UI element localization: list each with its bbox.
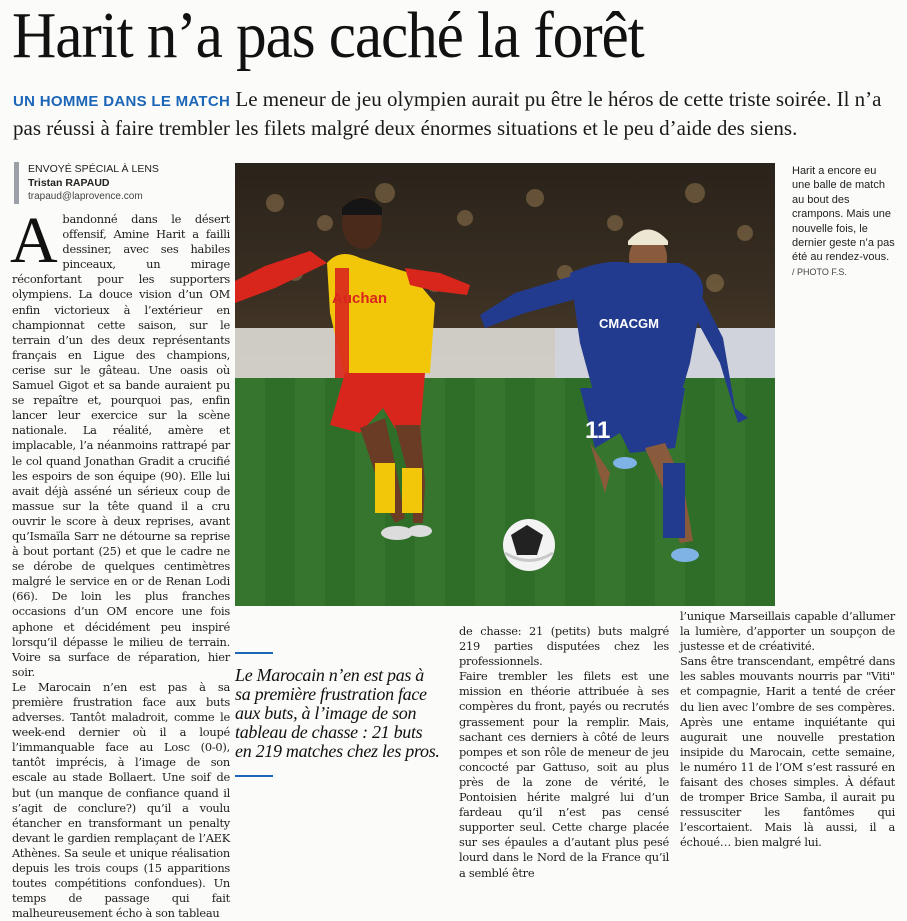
- byline-email[interactable]: trapaud@laprovence.com: [28, 191, 143, 202]
- byline-role: ENVOYÉ SPÉCIAL À LENS: [28, 163, 159, 175]
- kicker: UN HOMME DANS LE MATCH: [13, 93, 231, 110]
- pull-quote-text: Le Marocain n’en est pas à sa première frustration face aux buts, à l’image de son tableau de chasse : 21 buts en 219 matches chez les pros.: [235, 665, 440, 761]
- byline-author: Tristan RAPAUD: [28, 177, 110, 189]
- article-column-1: [10, 204, 230, 921]
- photo-caption: [792, 164, 897, 279]
- article-column-2: [459, 624, 669, 881]
- caption-text: Harit a encore eu une balle de match au bout des crampons. Mais une nouvelle fois, le dernier geste n’a pas été au rendez-vous.: [792, 165, 895, 264]
- article-paragraph: de chasse: 21 (petits) buts malgré 219 parties disputées chez les professionnels.: [459, 624, 669, 669]
- article-paragraph: Sans être transcendant, empêtré dans les sables mouvants nourris par "Viti" et compagnie, Harit a tenté de créer du lien avec l’ombre de ses compères. Après une entame inquiétante qui augurait une nouvelle prestation insipide du Marocain, cette semaine, le numéro 11 de l’OM s’est rassuré en faisant des choses simples. À défaut de tromper Brice Samba, il aurait pu ressusciter les fantômes qui l’escortaient. Mais là aussi, il a échoué… bien malgré lui.: [680, 654, 895, 850]
- article-paragraph: [10, 204, 230, 680]
- article-column-3: [680, 609, 895, 851]
- pull-quote: [235, 652, 440, 777]
- photo-credit: / PHOTO F.S.: [792, 266, 847, 277]
- standfirst-text: Le meneur de jeu olympien aurait pu être le héros de cette triste soirée. Il n’a pas réussi à faire trembler les filets malgré deux énormes situations et le peu d’aide des siens.: [13, 87, 882, 140]
- article-paragraph: Le Marocain n’en est pas à sa première frustration face aux buts adverses. Tantôt maladroit, comme le week-end dernier où il a loupé l’immanquable face au Losc (0-0), tantôt imprécis, à l’image de son escale au stade Bollaert. Une soif de but (un manque de confiance quand il s’agit de conclure?) qu’il a voulu étancher en transformant un penalty devant le gardien remplaçant de l’AEK Athènes. Sa seule et unique réalisation depuis les trois coups (15 apparitions toutes compétitions confondues). Un temps de passage qui fait malheureusement écho à son tableau: [12, 679, 230, 921]
- pull-quote-rule-bottom: [235, 775, 273, 777]
- standfirst: [13, 86, 903, 141]
- match-photo: [235, 163, 775, 606]
- byline: [14, 162, 159, 204]
- photo-illustration: [235, 163, 775, 606]
- headline: Harit n’a pas caché la forêt: [12, 0, 644, 72]
- drop-cap: A: [10, 204, 58, 277]
- shirt-number: 11: [585, 417, 611, 444]
- paragraph-text: bandonné dans le désert offensif, Amine Harit a failli dessiner, avec ses habiles pinceaux, un mirage réconfortant pour les supporters olympiens. La douce vision d’un OM enfin victorieux à l’extérieur en championnat cette saison, sur le terrain d’un des deux représentants français en Ligue des champions, cerise sur le gâteau. Une oasis où Samuel Gigot et sa bande auraient pu se repaître et, pourquoi pas, enfin lancer leur exercice sur la scène nationale. La réalité, amère et implacable, l’a néanmoins rattrapé par le col quand Jonathan Gradit a crucifié les espoirs de son équipe (90). Elle lui avait déjà asséné un sérieux coup de massue sur la tête quand il a cru ouvrir le score à deux reprises, avant qu’Ismaïla Sarr ne détourne sa reprise à bout portant (25) et que le cadre ne se dérobe de quelques centimètres malgré le service en or de Renan Lodi (66). De loin les plus franches occasions d’un OM encore une fois aphone et décidément peu inspiré lorsqu’il dépasse le milieu de terrain. Voire sa surface de réparation, hier soir.: [12, 212, 230, 679]
- pull-quote-rule-top: [235, 652, 273, 654]
- shirt-sponsor-right: CMACGM: [599, 316, 659, 331]
- article-paragraph: l’unique Marseillais capable d’allumer la lumière, d’apporter un soupçon de justesse et de créativité.: [680, 609, 895, 654]
- football: [503, 519, 555, 571]
- article-paragraph: Faire trembler les filets est une mission en théorie attribuée à ses compères du front, payés ou recrutés grassement pour la remplir. Mais, sachant ces derniers à côté de leurs pompes et son rôle de meneur de jeu concocté par Gattuso, soit au plus près de la zone de vérité, le Pontoisien hérite malgré lui d’un fardeau qu’il n’est pas censé supporter seul. Cette charge placée sur ses épaules a d’autant plus pesé lourd dans le Nord de la France qu’il a semblé être: [459, 669, 669, 880]
- shirt-sponsor-left: Auchan: [332, 290, 388, 307]
